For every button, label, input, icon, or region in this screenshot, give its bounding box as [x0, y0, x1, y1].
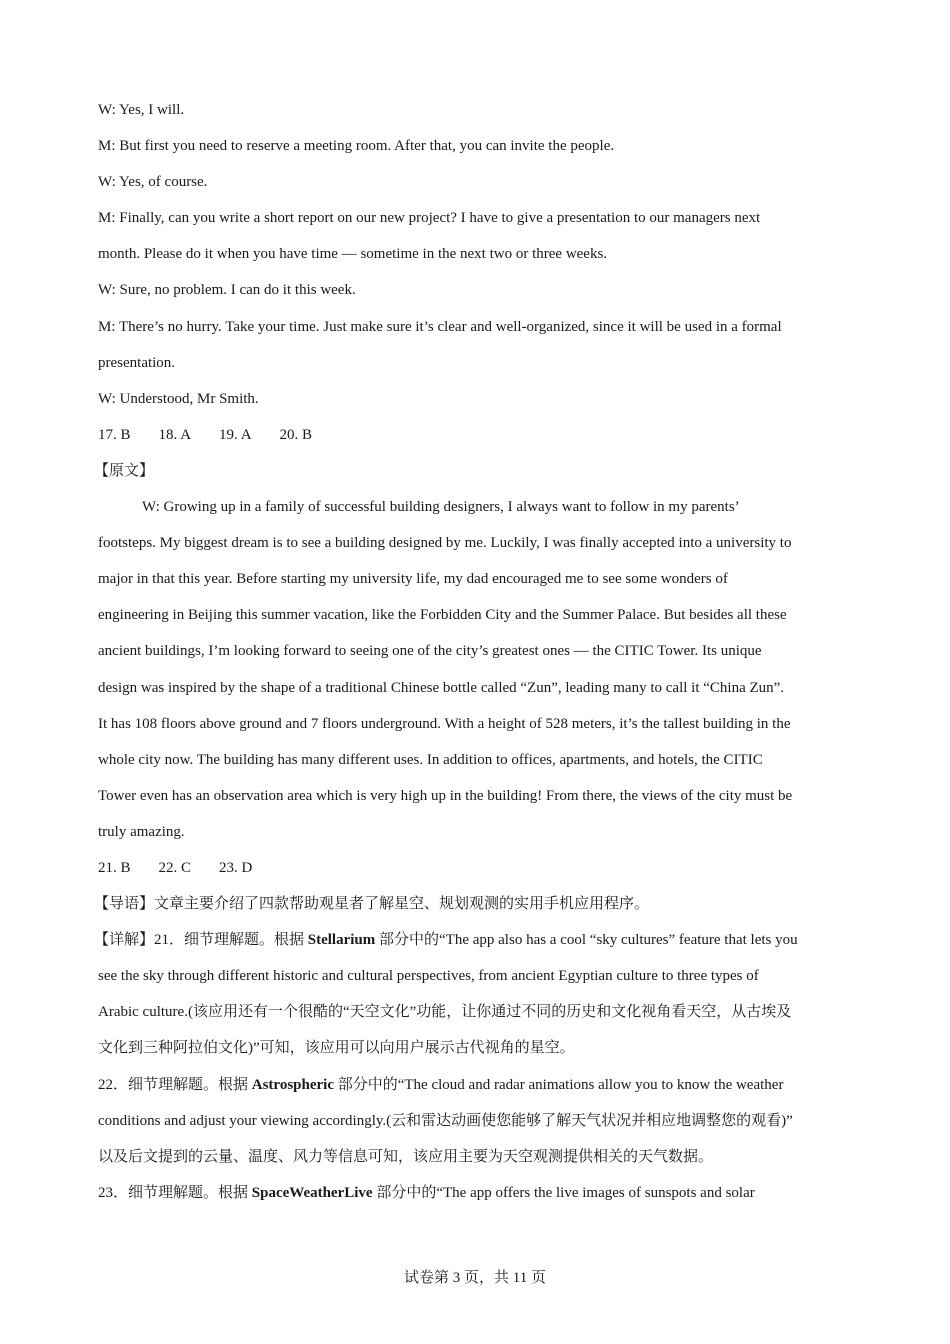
- explanation-line: [98, 1175, 854, 1211]
- passage-line: W: Growing up in a family of successful building designers, I always want to follow in my parents’: [142, 499, 740, 516]
- dialogue-line: W: Understood, Mr Smith.: [98, 390, 259, 407]
- explanation-text: 部分中的“The app also has a cool “sky cultures” feature that lets you: [375, 932, 798, 949]
- passage-line: Tower even has an observation area which is very high up in the building! From there, the views of the city must be: [98, 787, 793, 804]
- answer-22: 22. C: [158, 859, 192, 876]
- app-name-stellarium: Stellarium: [307, 932, 376, 949]
- dialogue-line: month. Please do it when you have time — sometime in the next two or three weeks.: [98, 246, 608, 263]
- answers-17-20: [98, 417, 854, 453]
- answer-20: 20. B: [279, 426, 313, 443]
- explanation-text: 部分中的“The cloud and radar animations allow you to know the weather: [333, 1076, 784, 1093]
- answer-18: 18. A: [158, 426, 192, 443]
- answer-23: 23. D: [219, 859, 253, 876]
- answer-19: 19. A: [219, 426, 252, 443]
- answers-21-23: [98, 850, 854, 886]
- passage-line: footsteps. My biggest dream is to see a building designed by me. Luckily, I was finally accepted into a university to: [98, 535, 792, 552]
- passage-line: whole city now. The building has many different uses. In addition to offices, apartments, and hotels, the CITIC: [98, 751, 763, 768]
- dialogue-line: M: There’s no hurry. Take your time. Just make sure it’s clear and well-organized, since it will be used in a formal: [98, 318, 782, 335]
- dialogue-line: M: But first you need to reserve a meeting room. After that, you can invite the people.: [98, 138, 615, 155]
- explanation-line: [94, 922, 854, 958]
- page-content: [94, 92, 854, 1211]
- answer-21: 21. B: [98, 859, 131, 876]
- dialogue-line: M: Finally, can you write a short report on our new project? I have to give a presentation to our managers next: [98, 210, 761, 227]
- explanation-prefix: 【详解】21．细节理解题。根据: [94, 932, 308, 949]
- explanation-line: Arabic culture.(该应用还有一个很酷的“天空文化”功能，让你通过不同的历史和文化视角看天空，从古埃及: [98, 1004, 792, 1021]
- dialogue-line: W: Sure, no problem. I can do it this week.: [98, 282, 356, 299]
- page-footer: 试卷第 3 页，共 11 页: [404, 1270, 546, 1286]
- explanation-line: see the sky through different historic and cultural perspectives, from ancient Egyptian culture to three types of: [98, 968, 759, 985]
- passage-line: ancient buildings, I’m looking forward to seeing one of the city’s greatest ones — the CITIC Tower. Its unique: [98, 643, 762, 660]
- explanation-23: [98, 1175, 854, 1211]
- app-name-astrospheric: Astrospheric: [251, 1076, 334, 1093]
- explanation-line: 文化到三种阿拉伯文化)”可知，该应用可以向用户展示古代视角的星空。: [98, 1040, 575, 1057]
- explanation-text: 部分中的“The app offers the live images of sunspots and solar: [372, 1184, 755, 1201]
- passage-line: truly amazing.: [98, 823, 185, 840]
- explanation-21: [94, 922, 854, 1066]
- passage-line: engineering in Beijing this summer vacation, like the Forbidden City and the Summer Palace. But besides all these: [98, 607, 787, 624]
- explanation-line: 以及后文提到的云量、温度、风力等信息可知，该应用主要为天空观测提供相关的天气数据。: [98, 1148, 714, 1165]
- yuanwen-label: 【原文】: [94, 462, 155, 479]
- dialogue-line: W: Yes, I will.: [98, 102, 185, 118]
- app-name-spaceweatherlive: SpaceWeatherLive: [251, 1184, 373, 1201]
- explanation-line: [98, 1067, 854, 1103]
- explanation-prefix: 23．细节理解题。根据: [98, 1184, 252, 1201]
- explanation-22: [98, 1067, 854, 1175]
- explanation-line: conditions and adjust your viewing accordingly.(云和雷达动画使您能够了解天气状况并相应地调整您的观看)”: [98, 1112, 793, 1129]
- passage-line: design was inspired by the shape of a traditional Chinese bottle called “Zun”, leading many to call it “China Zun”.: [98, 679, 785, 696]
- dialogue-section: [98, 92, 854, 417]
- passage-line: major in that this year. Before starting my university life, my dad encouraged me to see some wonders of: [98, 571, 728, 588]
- passage-line: It has 108 floors above ground and 7 floors underground. With a height of 528 meters, it’s the tallest building in the: [98, 715, 791, 732]
- dialogue-line: W: Yes, of course.: [98, 174, 208, 191]
- answer-17: 17. B: [98, 426, 131, 443]
- transcript-passage: [98, 489, 854, 850]
- explanation-prefix: 22．细节理解题。根据: [98, 1076, 252, 1093]
- daoyu-intro: 【导语】文章主要介绍了四款帮助观星者了解星空、规划观测的实用手机应用程序。: [94, 896, 650, 913]
- dialogue-line: presentation.: [98, 354, 176, 371]
